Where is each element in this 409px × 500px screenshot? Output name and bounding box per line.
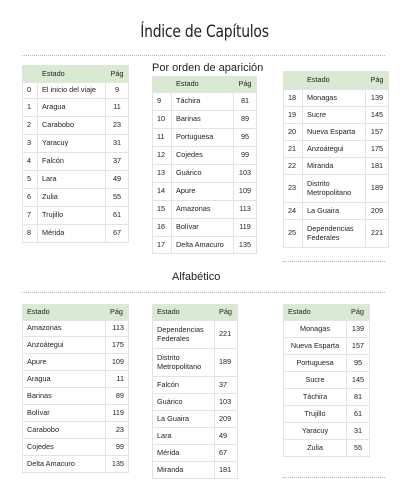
row-pag: 89 <box>234 111 257 129</box>
table-row <box>284 175 389 203</box>
table-row <box>284 406 370 423</box>
row-number: 13 <box>153 165 172 183</box>
row-estado: Zulia <box>38 189 106 207</box>
row-estado: Barinas <box>172 111 234 129</box>
row-number: 24 <box>284 203 303 220</box>
row-estado: Sucre <box>284 372 347 389</box>
row-pag: 119 <box>106 405 129 422</box>
table-row <box>284 220 389 248</box>
table-header <box>284 305 370 321</box>
row-pag: 95 <box>234 129 257 147</box>
row-number: 18 <box>284 90 303 107</box>
row-number: 7 <box>23 207 38 225</box>
row-pag: 109 <box>234 183 257 201</box>
row-estado: Guárico <box>172 165 234 183</box>
alphabetical-heading: Alfabético <box>172 271 221 283</box>
row-pag: 175 <box>106 337 129 354</box>
divider <box>22 292 385 293</box>
table-row <box>284 158 389 175</box>
table-header <box>153 77 257 93</box>
table-row <box>153 111 257 129</box>
divider <box>22 55 385 56</box>
row-estado: Mérida <box>38 225 106 243</box>
table-row <box>153 377 238 394</box>
row-pag: 221 <box>215 321 238 349</box>
row-number: 22 <box>284 158 303 175</box>
table-row <box>23 83 129 99</box>
row-estado: Guárico <box>153 394 215 411</box>
table-row <box>284 107 389 124</box>
row-pag: 81 <box>234 93 257 111</box>
table-row <box>153 165 257 183</box>
row-estado: Lara <box>38 171 106 189</box>
row-pag: 157 <box>347 338 370 355</box>
row-number: 9 <box>153 93 172 111</box>
table-row <box>153 411 238 428</box>
row-pag: 181 <box>366 158 389 175</box>
appearance-rows-2 <box>153 93 257 254</box>
row-pag: 67 <box>106 225 129 243</box>
row-pag: 135 <box>234 237 257 254</box>
row-pag: 23 <box>106 422 129 439</box>
header-estado: Estado <box>172 77 234 93</box>
table-row <box>284 372 370 389</box>
appearance-table-3 <box>283 71 389 248</box>
row-estado: Trujillo <box>284 406 347 423</box>
row-number: 21 <box>284 141 303 158</box>
divider <box>283 477 385 478</box>
row-pag: 113 <box>106 321 129 337</box>
row-number: 15 <box>153 201 172 219</box>
table-row <box>284 440 370 457</box>
table-row <box>23 207 129 225</box>
row-pag: 99 <box>106 439 129 456</box>
header-pag: Pág <box>215 305 238 321</box>
row-pag: 139 <box>366 90 389 107</box>
appearance-table-2 <box>152 76 257 254</box>
row-estado: La Guaira <box>153 411 215 428</box>
header-estado: Estado <box>303 72 366 90</box>
row-estado: Amazonas <box>23 321 106 337</box>
table-row <box>153 394 238 411</box>
table-row <box>153 349 238 377</box>
row-pag: 49 <box>215 428 238 445</box>
row-pag: 55 <box>347 440 370 457</box>
row-number: 6 <box>23 189 38 207</box>
row-estado: Carabobo <box>23 422 106 439</box>
alpha-rows-3 <box>284 321 370 457</box>
row-estado: Sucre <box>303 107 366 124</box>
row-pag: 55 <box>106 189 129 207</box>
table-row <box>23 135 129 153</box>
row-number: 23 <box>284 175 303 203</box>
table-row <box>23 337 129 354</box>
row-estado: Miranda <box>303 158 366 175</box>
header-pag: Pág <box>234 77 257 93</box>
row-estado: El inicio del viaje <box>38 83 106 99</box>
row-estado: Monagas <box>303 90 366 107</box>
row-pag: 181 <box>215 462 238 479</box>
table-row <box>153 219 257 237</box>
row-estado: La Guaira <box>303 203 366 220</box>
row-estado: Amazonas <box>172 201 234 219</box>
row-number: 19 <box>284 107 303 124</box>
table-row <box>284 203 389 220</box>
row-estado: Lara <box>153 428 215 445</box>
row-estado: Aragua <box>23 371 106 388</box>
row-estado: Apure <box>172 183 234 201</box>
row-pag: 61 <box>106 207 129 225</box>
row-number: 4 <box>23 153 38 171</box>
header-estado: Estado <box>23 305 106 321</box>
table-row <box>153 445 238 462</box>
row-number: 16 <box>153 219 172 237</box>
row-estado: Distrito Metropolitano <box>153 349 215 377</box>
row-number: 2 <box>23 117 38 135</box>
row-estado: Yaracuy <box>284 423 347 440</box>
table-row <box>23 171 129 189</box>
row-estado: Anzoátegui <box>23 337 106 354</box>
table-row <box>284 321 370 338</box>
row-pag: 95 <box>347 355 370 372</box>
row-estado: Delta Amacuro <box>23 456 106 473</box>
row-estado: Delta Amacuro <box>172 237 234 254</box>
row-pag: 89 <box>106 388 129 405</box>
table-row <box>23 321 129 337</box>
table-row <box>23 117 129 135</box>
row-pag: 109 <box>106 354 129 371</box>
header-estado: Estado <box>284 305 347 321</box>
row-estado: Distrito Metropolitano <box>303 175 366 203</box>
row-estado: Nueva Esparta <box>303 124 366 141</box>
row-estado: Bolívar <box>172 219 234 237</box>
table-row <box>23 153 129 171</box>
table-row <box>284 338 370 355</box>
row-pag: 23 <box>106 117 129 135</box>
header-number <box>153 77 172 93</box>
row-estado: Trujillo <box>38 207 106 225</box>
appearance-rows-1 <box>23 83 129 243</box>
row-number: 20 <box>284 124 303 141</box>
table-row <box>153 201 257 219</box>
page-title: Índice de Capítulos <box>140 22 269 42</box>
table-row <box>153 93 257 111</box>
alpha-rows-2 <box>153 321 238 479</box>
header-pag: Pág <box>106 66 129 83</box>
table-row <box>153 462 238 479</box>
row-pag: 99 <box>234 147 257 165</box>
table-row <box>23 99 129 117</box>
row-number: 5 <box>23 171 38 189</box>
row-number: 17 <box>153 237 172 254</box>
table-row <box>153 428 238 445</box>
row-number: 12 <box>153 147 172 165</box>
row-pag: 61 <box>347 406 370 423</box>
row-pag: 135 <box>106 456 129 473</box>
table-header <box>23 66 129 83</box>
row-number: 10 <box>153 111 172 129</box>
appearance-table-1 <box>22 65 129 243</box>
row-estado: Monagas <box>284 321 347 338</box>
row-pag: 37 <box>106 153 129 171</box>
row-estado: Mérida <box>153 445 215 462</box>
row-pag: 49 <box>106 171 129 189</box>
row-estado: Dependencias Federales <box>153 321 215 349</box>
row-pag: 209 <box>215 411 238 428</box>
row-pag: 189 <box>366 175 389 203</box>
row-estado: Zulia <box>284 440 347 457</box>
row-pag: 157 <box>366 124 389 141</box>
row-pag: 209 <box>366 203 389 220</box>
row-estado: Anzoátegui <box>303 141 366 158</box>
row-estado: Yaracuy <box>38 135 106 153</box>
row-estado: Nueva Esparta <box>284 338 347 355</box>
row-pag: 119 <box>234 219 257 237</box>
row-pag: 103 <box>215 394 238 411</box>
header-estado: Estado <box>38 66 106 83</box>
row-estado: Táchira <box>284 389 347 406</box>
row-pag: 221 <box>366 220 389 248</box>
table-row <box>284 90 389 107</box>
table-row <box>284 355 370 372</box>
table-row <box>23 189 129 207</box>
table-header <box>153 305 238 321</box>
row-pag: 31 <box>106 135 129 153</box>
row-number: 11 <box>153 129 172 147</box>
table-row <box>23 225 129 243</box>
header-pag: Pág <box>347 305 370 321</box>
table-row <box>23 388 129 405</box>
row-number: 14 <box>153 183 172 201</box>
table-row <box>23 371 129 388</box>
row-pag: 67 <box>215 445 238 462</box>
alpha-table-2 <box>152 304 238 479</box>
divider <box>283 261 385 262</box>
row-estado: Falcón <box>153 377 215 394</box>
row-pag: 11 <box>106 99 129 117</box>
header-pag: Pág <box>106 305 129 321</box>
row-estado: Dependencias Federales <box>303 220 366 248</box>
table-row <box>23 405 129 422</box>
table-header <box>23 305 129 321</box>
table-row <box>153 129 257 147</box>
row-pag: 81 <box>347 389 370 406</box>
row-estado: Falcón <box>38 153 106 171</box>
table-row <box>23 422 129 439</box>
row-estado: Aragua <box>38 99 106 117</box>
table-row <box>284 389 370 406</box>
row-number: 25 <box>284 220 303 248</box>
row-pag: 145 <box>366 107 389 124</box>
row-estado: Miranda <box>153 462 215 479</box>
row-estado: Cojedes <box>23 439 106 456</box>
appearance-rows-3 <box>284 90 389 248</box>
row-estado: Táchira <box>172 93 234 111</box>
row-pag: 31 <box>347 423 370 440</box>
table-row <box>284 141 389 158</box>
row-estado: Apure <box>23 354 106 371</box>
row-pag: 175 <box>366 141 389 158</box>
table-row <box>153 183 257 201</box>
row-pag: 9 <box>106 83 129 99</box>
row-pag: 139 <box>347 321 370 338</box>
by-appearance-heading: Por orden de aparición <box>152 62 264 74</box>
row-pag: 189 <box>215 349 238 377</box>
header-number <box>23 66 38 83</box>
table-row <box>284 124 389 141</box>
row-estado: Portuguesa <box>172 129 234 147</box>
row-number: 3 <box>23 135 38 153</box>
row-pag: 145 <box>347 372 370 389</box>
table-row <box>153 321 238 349</box>
alpha-table-1 <box>22 304 129 473</box>
alpha-table-3 <box>283 304 370 457</box>
row-pag: 113 <box>234 201 257 219</box>
row-estado: Barinas <box>23 388 106 405</box>
row-estado: Cojedes <box>172 147 234 165</box>
row-pag: 11 <box>106 371 129 388</box>
row-estado: Carabobo <box>38 117 106 135</box>
table-row <box>23 439 129 456</box>
table-row <box>153 147 257 165</box>
header-number <box>284 72 303 90</box>
row-number: 8 <box>23 225 38 243</box>
row-number: 1 <box>23 99 38 117</box>
header-pag: Pág <box>366 72 389 90</box>
table-row <box>284 423 370 440</box>
header-estado: Estado <box>153 305 215 321</box>
row-estado: Bolívar <box>23 405 106 422</box>
table-row <box>23 354 129 371</box>
row-pag: 103 <box>234 165 257 183</box>
table-header <box>284 72 389 90</box>
alpha-rows-1 <box>23 321 129 473</box>
row-pag: 37 <box>215 377 238 394</box>
table-row <box>23 456 129 473</box>
row-number: 0 <box>23 83 38 99</box>
row-estado: Portuguesa <box>284 355 347 372</box>
table-row <box>153 237 257 254</box>
